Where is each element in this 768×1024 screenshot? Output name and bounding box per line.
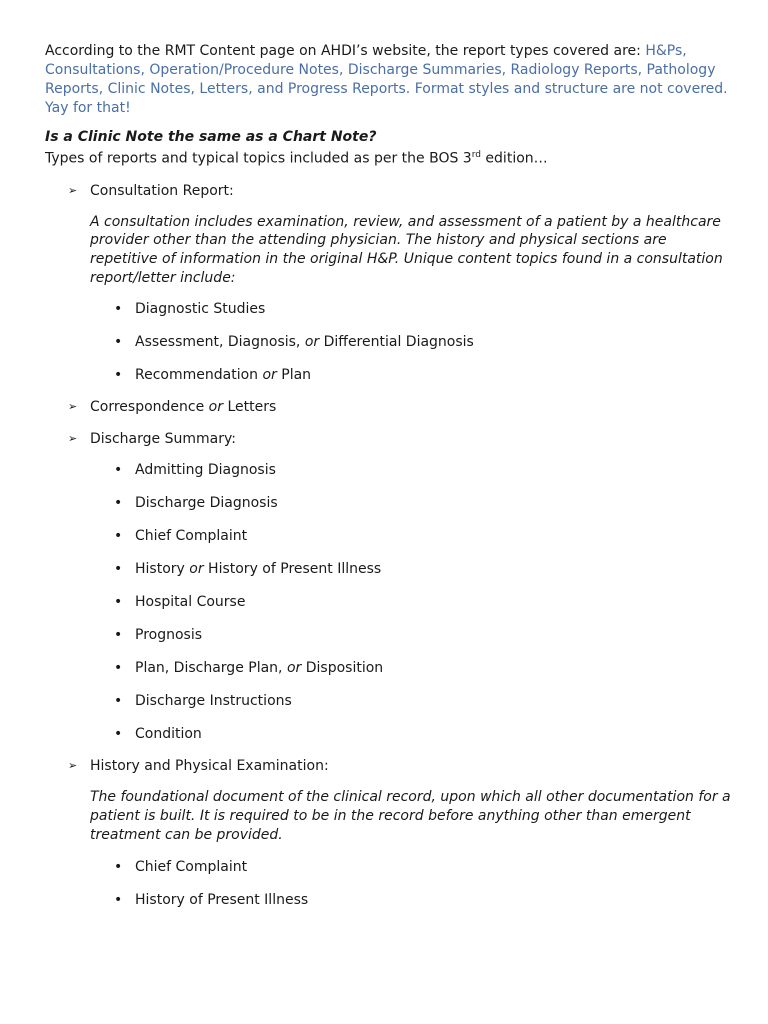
round-bullet-icon: • [114,891,123,908]
list-item: • Hospital Course [114,594,246,611]
list-item: • Prognosis [114,627,203,644]
round-bullet-icon: • [114,858,123,875]
round-bullet-icon: • [114,334,123,351]
section-title: History and Physical Examination: [90,758,329,775]
discharge-list [45,461,735,743]
round-bullet-icon: • [114,367,123,384]
list-item: • Assessment, Diagnosis, or Differential Diagnosis [114,334,474,351]
hp-list [45,858,735,909]
intro-text: According to the RMT Content page on AHDI’s website, the report types covered are: [45,43,646,59]
consultation-description: A consultation includes examination, review, and assessment of a patient by a healthcare provider other than the attending physician. The history and physical sections are repetitive of information in the original H&P. Unique content topics found in a consultation report/letter include: [90,213,723,286]
list-item: • Diagnostic Studies [114,301,266,318]
section-heading: Is a Clinic Note the same as a Chart Note? [45,129,377,145]
list-item: • Admitting Diagnosis [114,462,276,479]
list-item: • Recommendation or Plan [114,367,312,384]
round-bullet-icon: • [114,528,123,545]
report-types-link[interactable]: H&Ps, Consultations, Operation/Procedure Notes, Discharge Summaries, Radiology Reports, Pathology Reports, Clinic Notes, Letters, and Progress Reports. Format styles and structure are not covered. Yay for that! [45,43,728,116]
hp-description: The foundational document of the clinical record, upon which all other documentation for a patient is built. It is required to be in the record before anything other than emergent treatment can be provided. [90,789,731,843]
list-item: • Discharge Instructions [114,693,292,710]
list-item: • Plan, Discharge Plan, or Disposition [114,660,384,677]
round-bullet-icon: • [114,660,123,677]
section-title: Discharge Summary: [90,431,236,448]
arrowhead-bullet-icon: ➢ [68,183,78,197]
consultation-list [45,300,735,384]
list-item: • Condition [114,726,202,743]
list-item: • History or History of Present Illness [114,561,382,578]
round-bullet-icon: • [114,561,123,578]
section-history-physical [45,757,735,775]
intro-paragraph [45,42,735,118]
section-discharge-summary [45,430,735,448]
round-bullet-icon: • [114,301,123,318]
subheading-line: Types of reports and typical topics included as per the BOS 3rd edition… [45,150,548,167]
round-bullet-icon: • [114,594,123,611]
section-title: Correspondence or Letters [90,399,277,416]
section-consultation [45,182,735,200]
section-correspondence [45,398,735,416]
edition-superscript: rd [471,150,481,160]
list-item: • Chief Complaint [114,528,248,545]
arrowhead-bullet-icon: ➢ [68,432,78,446]
arrowhead-bullet-icon: ➢ [68,400,78,414]
arrowhead-bullet-icon: ➢ [68,759,78,773]
round-bullet-icon: • [114,627,123,644]
list-item: • History of Present Illness [114,891,309,908]
section-title: Consultation Report: [90,182,234,199]
list-item: • Discharge Diagnosis [114,495,278,512]
round-bullet-icon: • [114,693,123,710]
list-item: • Chief Complaint [114,858,248,875]
round-bullet-icon: • [114,495,123,512]
document-page [45,42,735,909]
round-bullet-icon: • [114,726,123,743]
round-bullet-icon: • [114,462,123,479]
